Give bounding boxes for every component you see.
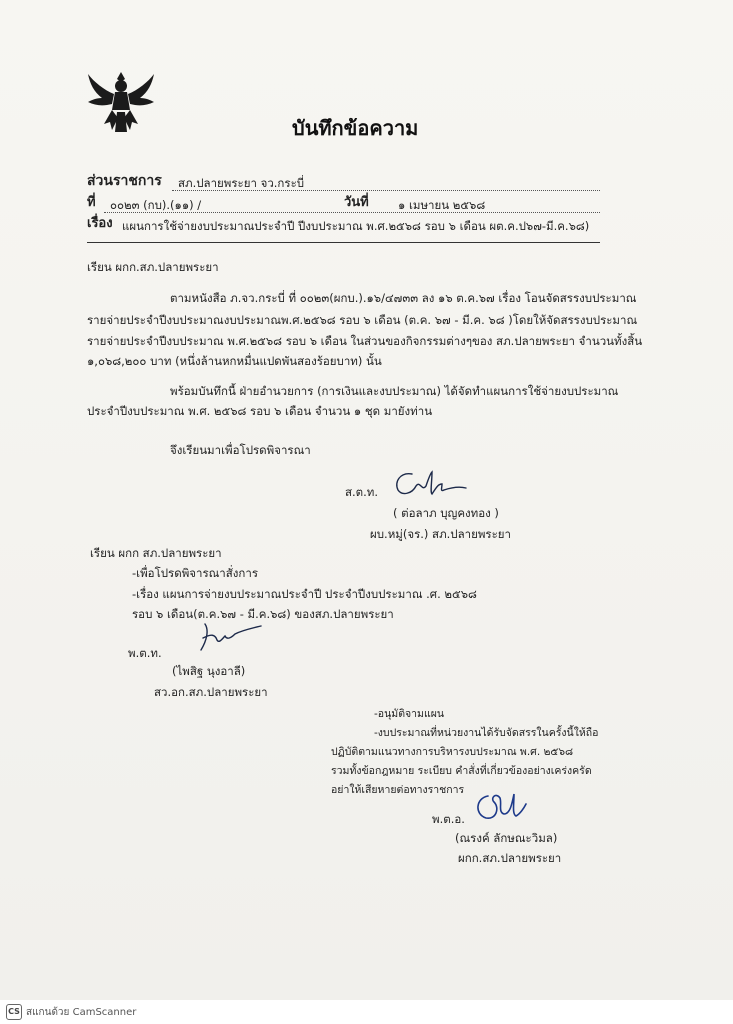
scanner-footer-text: สแกนด้วย CamScanner <box>26 1007 137 1018</box>
memo-title: บันทึกข้อความ <box>292 116 419 140</box>
endorse1-salutation: เรียน ผกก สภ.ปลายพระยา <box>90 546 222 560</box>
ref-dotted-line <box>104 212 600 213</box>
endorse2-line2: -งบประมาณที่หน่วยงานได้รับจัดสรรในครั้งนี้ให้ถือ <box>374 727 599 739</box>
closing-line: จึงเรียนมาเพื่อโปรดพิจารณา <box>170 443 311 457</box>
endorse1-line1: -เพื่อโปรดพิจารณาสั่งการ <box>132 566 259 580</box>
signer1-signature-icon <box>390 466 470 502</box>
endorse1-line2: -เรื่อง แผนการจ่ายงบประมาณประจำปี ประจำปีงบประมาณ .ศ. ๒๕๖๘ <box>132 587 477 601</box>
ref-label: ที่ <box>87 195 96 210</box>
endorse1-rank: พ.ต.ท. <box>128 646 162 660</box>
endorse1-name: (ไพสิฐ นุงอาลี) <box>172 664 246 678</box>
endorse2-signature-icon <box>470 784 530 826</box>
scanner-footer <box>0 1000 733 1024</box>
para2-line2: ประจำปีงบประมาณ พ.ศ. ๒๕๖๘ รอบ ๖ เดือน จำนวน ๑ ชุด มายังท่าน <box>87 404 433 418</box>
signer1-position: ผบ.หมู่(จร.) สภ.ปลายพระยา <box>370 527 511 541</box>
date-value: ๑ เมษายน ๒๕๖๘ <box>398 198 486 212</box>
signer1-name: ( ต่อลาภ บุญคงทอง ) <box>393 506 499 520</box>
endorse2-line3: ปฏิบัติตามแนวทางการบริหารงบประมาณ พ.ศ. ๒๕๖๘ <box>331 746 574 758</box>
endorse2-rank: พ.ต.อ. <box>432 812 465 826</box>
para1-line1: ตามหนังสือ ภ.จว.กระบี่ ที่ ๐๐๒๓(ผกบ.).๑๖/๔๗๓๓ ลง ๑๖ ต.ค.๖๗ เรื่อง โอนจัดสรรงบประมาณ <box>170 291 637 305</box>
endorse2-line4: รวมทั้งข้อกฎหมาย ระเบียบ คำสั่งที่เกี่ยวข้องอย่างเคร่งครัด <box>331 765 592 777</box>
para2-line1: พร้อมบันทึกนี้ ฝ่ายอำนวยการ (การเงินและงบประมาณ) ได้จัดทำแผนการใช้จ่ายงบประมาณ <box>170 384 619 398</box>
para1-line2: รายจ่ายประจำปีงบประมาณงบประมาณพ.ศ.๒๕๖๘ รอบ ๖ เดือน (ต.ค. ๖๗ - มี.ค. ๖๘ )โดยให้จัดสรรงบประมาณ <box>87 313 638 327</box>
salutation: เรียน ผกก.สภ.ปลายพระยา <box>87 260 219 274</box>
agency-label: ส่วนราชการ <box>87 173 162 189</box>
signer1-rank: ส.ต.ท. <box>345 485 379 499</box>
subject-label: เรื่อง <box>87 216 113 231</box>
header-rule <box>87 242 600 243</box>
ref-value: ๐๐๒๓ (กบ).(๑๑) / <box>110 198 202 212</box>
agency-value: สภ.ปลายพระยา จว.กระบี่ <box>178 176 305 190</box>
endorse2-line1: -อนุมัติจามแผน <box>374 708 445 720</box>
garuda-emblem-icon <box>84 66 158 140</box>
date-label: วันที่ <box>344 195 369 210</box>
para1-line4: ๑,๐๖๘,๒๐๐ บาท (หนึ่งล้านหกหมื่นแปดพันสองร้อยบาท) นั้น <box>87 354 382 368</box>
endorse1-line3: รอบ ๖ เดือน(ต.ค.๖๗ - มี.ค.๖๘) ของสภ.ปลายพระยา <box>132 607 394 621</box>
agency-dotted-line <box>172 190 600 191</box>
subject-value: แผนการใช้จ่ายงบประมาณประจำปี ปีงบประมาณ พ.ศ.๒๕๖๘ รอบ ๖ เดือน ผต.ค.ป๖๗-มี.ค.๖๘) <box>122 219 590 233</box>
endorse1-position: สว.อก.สภ.ปลายพระยา <box>154 685 268 699</box>
endorse2-name: (ณรงค์ ลักษณะวิมล) <box>455 831 558 845</box>
endorse2-line5: อย่าให้เสียหายต่อทางราชการ <box>331 784 465 796</box>
endorse1-signature-icon <box>195 618 265 654</box>
para1-line3: รายจ่ายประจำปีงบประมาณ พ.ศ.๒๕๖๘ รอบ ๖ เดือน ในส่วนของกิจกรรมต่างๆของ สภ.ปลายพระยา จำนวนทั้งสิ้น <box>87 334 643 348</box>
endorse2-position: ผกก.สภ.ปลายพระยา <box>458 851 562 865</box>
camscanner-logo-icon: CS <box>6 1004 22 1020</box>
